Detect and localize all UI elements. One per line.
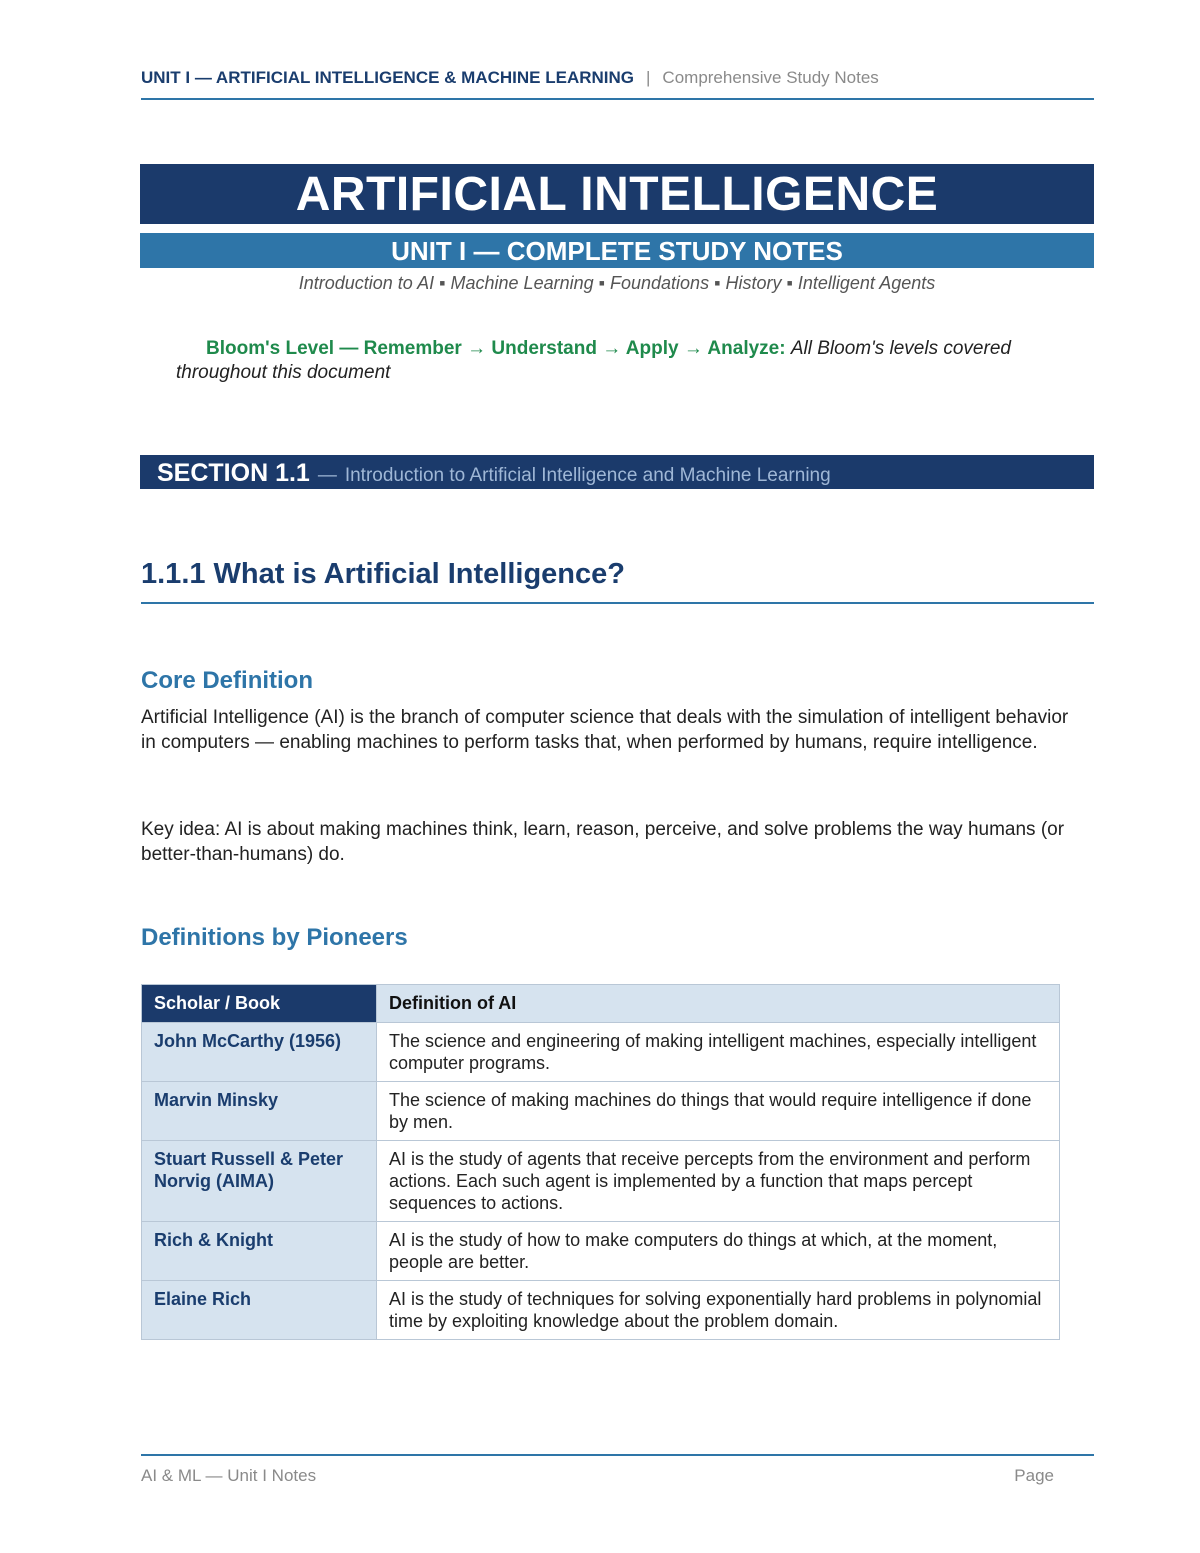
table-row (142, 1281, 1060, 1340)
heading-what-is-ai: 1.1.1 What is Artificial Intelligence? (141, 558, 1094, 604)
definition-cell: The science and engineering of making intelligent machines, especially intelligent computer programs. (377, 1023, 1060, 1082)
table-row (142, 1222, 1060, 1281)
scholar-cell: Marvin Minsky (142, 1082, 377, 1141)
running-header (141, 68, 1094, 100)
table-row (142, 1141, 1060, 1222)
scholar-cell: Stuart Russell & Peter Norvig (AIMA) (142, 1141, 377, 1222)
topics-line: Introduction to AI ▪ Machine Learning ▪ Foundations ▪ History ▪ Intelligent Agents (298, 273, 936, 293)
heading-core-definition: Core Definition (141, 667, 313, 694)
scholar-cell: Elaine Rich (142, 1281, 377, 1340)
section-number: SECTION 1.1 (157, 459, 310, 487)
definition-cell: AI is the study of techniques for solving exponentially hard problems in polynomial time by exploiting knowledge about the problem domain. (377, 1281, 1060, 1340)
footer-page-label: Page (1014, 1466, 1054, 1485)
header-separator: | (646, 68, 651, 87)
blooms-level-label: Bloom's Level — Remember → Understand → Apply → Analyze: (206, 338, 786, 359)
document-subtitle: UNIT I — COMPLETE STUDY NOTES (140, 233, 1094, 268)
section-dash: — (317, 465, 337, 486)
footer-left: AI & ML — Unit I Notes (141, 1466, 317, 1485)
header-title: UNIT I — ARTIFICIAL INTELLIGENCE & MACHINE LEARNING (141, 68, 634, 87)
table-row (142, 1023, 1060, 1082)
definition-cell: AI is the study of agents that receive percepts from the environment and perform actions. Each such agent is implemented by a function that maps percept sequences to actions. (377, 1141, 1060, 1222)
core-definition-paragraph: Artificial Intelligence (AI) is the branch of computer science that deals with the simulation of intelligent behavior in computers — enabling machines to perform tasks that, when performed by humans, require intelligence. (141, 707, 1069, 753)
column-header-definition: Definition of AI (377, 985, 1060, 1023)
header-subtitle: Comprehensive Study Notes (662, 68, 879, 87)
scholar-cell: John McCarthy (1956) (142, 1023, 377, 1082)
column-header-scholar: Scholar / Book (142, 985, 377, 1023)
pioneers-table (141, 984, 1060, 1340)
table-row (142, 1082, 1060, 1141)
blooms-level-note (176, 337, 1096, 385)
running-footer (141, 1454, 1094, 1486)
section-banner (140, 455, 1094, 489)
table-header-row (142, 985, 1060, 1023)
blooms-level-text: All Bloom's levels covered throughout this document (176, 338, 1011, 383)
definition-cell: AI is the study of how to make computers do things at which, at the moment, people are better. (377, 1222, 1060, 1281)
scholar-cell: Rich & Knight (142, 1222, 377, 1281)
heading-definitions-by-pioneers: Definitions by Pioneers (141, 924, 408, 951)
section-title: Introduction to Artificial Intelligence and Machine Learning (344, 465, 831, 486)
document-title: ARTIFICIAL INTELLIGENCE (140, 164, 1094, 224)
key-idea-paragraph: Key idea: AI is about making machines think, learn, reason, perceive, and solve problems the way humans (or better-than-humans) do. (141, 819, 1065, 865)
definition-cell: The science of making machines do things that would require intelligence if done by men. (377, 1082, 1060, 1141)
